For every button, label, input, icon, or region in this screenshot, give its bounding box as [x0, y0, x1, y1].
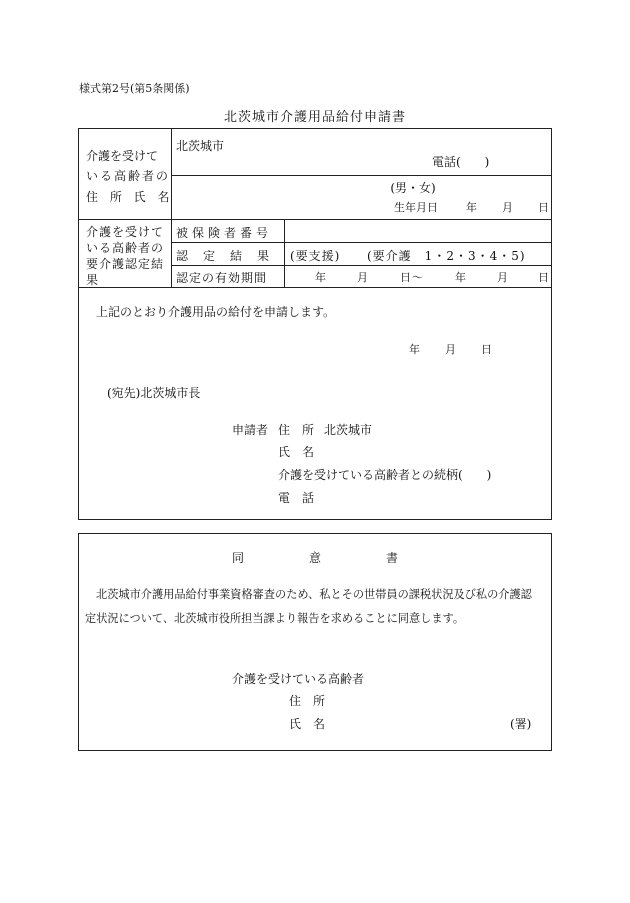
recipient-label-line3: 住 所 氏 名: [86, 190, 174, 204]
consent-address-label: 住 所: [289, 694, 326, 708]
applicant-name-label: 氏 名: [278, 445, 315, 459]
cert-label-line3: 要介護認定結: [86, 257, 165, 271]
validity-start-day: 日: [400, 271, 411, 284]
consent-elderly-label: 介護を受けている高齢者: [232, 672, 365, 686]
validity-start-month: 月: [357, 271, 368, 284]
dob-label: 生年月日: [394, 201, 438, 214]
form-title: 北茨城市介護用品給付申請書: [223, 110, 406, 125]
consent-body-line1: 北茨城市介護用品給付事業資格審査のため、私とその世帯員の課税状況及び私の介護認: [96, 588, 532, 601]
validity-end-year: 年: [455, 271, 466, 284]
insured-number-label: 被保険者番号: [176, 226, 273, 240]
consent-body-line2: 定状況について、北茨城市役所担当課より報告を求めることに同意します。: [85, 612, 465, 625]
validity-end-month: 月: [497, 271, 508, 284]
validity-label: 認定の有効期間: [176, 271, 268, 285]
dob-day: 日: [538, 201, 549, 214]
recipient-label-line1: 介護を受けて: [86, 149, 159, 163]
gender-field: (男・女): [390, 181, 436, 195]
cert-label-line4: 果: [86, 273, 99, 287]
applicant-address-label: 住 所: [278, 423, 315, 437]
consent-signature: (署): [510, 717, 532, 731]
validity-tilde: ～: [412, 271, 423, 284]
form-number: 様式第2号(第5条関係): [79, 82, 190, 95]
application-year: 年: [409, 343, 420, 356]
application-month: 月: [445, 343, 456, 356]
consent-name-label: 氏 名: [289, 717, 326, 731]
result-support: (要支援): [290, 249, 341, 263]
applicant-address-city: 北茨城市: [324, 423, 373, 437]
result-label: 認定結果: [176, 249, 285, 263]
application-statement: 上記のとおり介護用品の給付を申請します。: [96, 305, 336, 319]
validity-start-year: 年: [315, 271, 326, 284]
dob-month: 月: [502, 201, 513, 214]
application-day: 日: [481, 343, 492, 356]
consent-title-char-1: 同: [232, 551, 245, 565]
applicant-phone-label: 電 話: [278, 491, 315, 505]
recipient-city: 北茨城市: [176, 139, 225, 153]
addressee: (宛先)北茨城市長: [107, 386, 201, 400]
applicant-label: 申請者: [232, 423, 269, 437]
cert-label-line1: 介護を受けて: [86, 225, 165, 239]
consent-title-char-3: 書: [386, 551, 399, 565]
recipient-label-line2: いる高齢者の: [86, 169, 171, 183]
dob-year: 年: [466, 201, 477, 214]
relationship-field: 介護を受けている高齢者との続柄( ): [278, 468, 492, 482]
result-care: (要介護 1・2・3・4・5): [367, 249, 526, 263]
validity-end-day: 日: [538, 271, 549, 284]
recipient-phone: 電話( ): [432, 155, 490, 169]
cert-label-line2: いる高齢者の: [86, 241, 165, 255]
consent-title-char-2: 意: [309, 551, 322, 565]
